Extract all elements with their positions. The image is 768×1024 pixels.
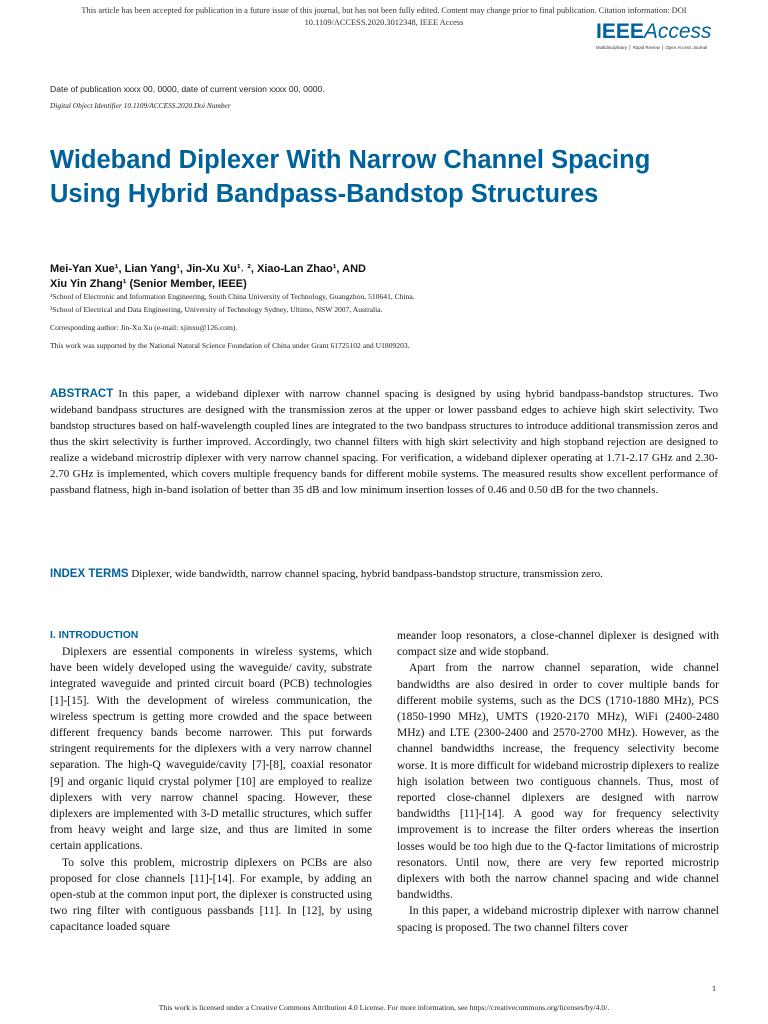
acceptance-notice-line-1: This article has been accepted for publication in a future issue of this journal, but has not been fully edited. Content may change prior to final publication. Citation information: DOI xyxy=(81,6,687,15)
logo-word-ieee: IEEE xyxy=(596,20,644,43)
author-list xyxy=(50,262,690,292)
paper-title: Wideband Diplexer With Narrow Channel Spacing Using Hybrid Bandpass-Bandstop Structures xyxy=(50,146,651,208)
doi-line: Digital Object Identifier 10.1109/ACCESS.2020.Doi Number xyxy=(50,101,231,110)
author-line-2: Xiu Yin Zhang¹ (Senior Member, IEEE) xyxy=(50,278,247,290)
left-column xyxy=(50,628,372,936)
affiliation-2: ²School of Electrical and Data Engineering, University of Technology Sydney, Ultimo, NSW 2007, Australia. xyxy=(50,305,383,314)
abstract xyxy=(50,386,718,498)
abstract-text: In this paper, a wideband diplexer with narrow channel spacing is designed by using hybrid bandpass-bandstop structures. Two wideband bandpass structures are designed with the transmission zeros at the upper or lower passband edges to achieve high skirt selectivity. Two bandstop structures based on half-wavelength coupled lines are integrated to the two bandpass structures to introduce additional transmission zeros and thus the skirt selectivity is further improved. Accordingly, two channel filters with high skirt selectivity and high stopband rejection are designed to realize a wideband microstrip diplexer with very narrow channel spacing. For verification, a wideband diplexer operating at 1.71-2.17 GHz and 2.30-2.70 GHz is implemented, which covers multiple frequency bands for different mobile systems. The measured results show excellent performance of passband flatness, high in-band isolation of better than 35 dB and low minimum insertion losses of 0.46 and 0.50 dB for the two channels. xyxy=(50,388,718,496)
abstract-label: ABSTRACT xyxy=(50,388,114,400)
index-terms xyxy=(50,566,718,582)
funding-note: This work was supported by the National Natural Science Foundation of China under Grant 61725102 and U1809203. xyxy=(50,341,410,350)
affiliation-1: ¹School of Electronic and Information Engineering, South China University of Technology, Guangzhou, 510641, China. xyxy=(50,292,415,301)
license-notice: This work is licensed under a Creative Commons Attribution 4.0 License. For more information, see https://creativecommons.org/licenses/by/4.0/. xyxy=(158,1003,610,1012)
publication-date: Date of publication xxxx 00, 0000, date of current version xxxx 00, 0000. xyxy=(50,84,325,94)
page-number: 1 xyxy=(712,984,716,993)
intro-paragraph-2: To solve this problem, microstrip diplexers on PCBs are also proposed for close channels [11]-[14]. For example, by adding an open-stub at the common input port, the diplexer is constructed using two ring filter with contiguous passbands [11]. In [12], by using capacitance loaded square xyxy=(50,856,372,934)
intro-paragraph-5: In this paper, a wideband microstrip diplexer with narrow channel spacing is proposed. The two channel filters cover xyxy=(397,905,719,934)
intro-paragraph-3: meander loop resonators, a close-channel diplexer is designed with compact size and wide stopband. xyxy=(397,630,719,659)
intro-paragraph-4: Apart from the narrow channel separation, wide channel bandwidths are also desired in order to cover multiple bands for different mobile systems, such as the DCS (1710-1880 MHz), PCS (1850-1990 MHz), UMTS (1920-2170 MHz), WiFi (2400-2480 MHz) and LTE (2300-2400 and 2570-2700 MHz). However, as the channel bandwidths increase, the frequency selectivity become worse. It is more difficult for wideband microstrip diplexers to realize high isolation between two contiguous channels. Thus, most of reported close-channel diplexers are designed with narrow bandwidths [11]-[14]. A good way for frequency selectivity improvement is to increase the filter orders whereas the insertion losses would be too high due to the Q-factor limitations of microstrip resonators. Until now, there are very few reported microstrip diplexers with both the narrow channel spacing and wide channel bandwidths. xyxy=(397,662,719,902)
index-terms-text: Diplexer, wide bandwidth, narrow channel spacing, hybrid bandpass-bandstop structure, transmission zero. xyxy=(128,568,603,580)
acceptance-notice-line-2: 10.1109/ACCESS.2020.3012348, IEEE Access xyxy=(304,18,464,27)
logo-word-access: Access xyxy=(643,20,712,43)
index-terms-label: INDEX TERMS xyxy=(50,568,129,580)
ieee-access-logo xyxy=(596,20,726,60)
corresponding-author: Corresponding author: Jin-Xu Xu (e-mail: xjinxu@126.com). xyxy=(50,323,238,332)
logo-tagline: Multidisciplinary ⎪ Rapid Review ⎪ Open Access Journal xyxy=(596,45,708,50)
section-heading-introduction: I. INTRODUCTION xyxy=(50,630,139,641)
intro-paragraph-1: Diplexers are essential components in wireless systems, which have been widely developed using the waveguide/ cavity, substrate integrated waveguide and printed circuit board (PCB) technologies [1]-[15]. With the development of wireless communication, the wireless spectrum is getting more crowded and the space between different frequency bands become narrower. This put forwards stringent requirements for the diplexers with a very narrow channel separation. The high-Q waveguide/cavity [7]-[8], coaxial resonator [9] and organic liquid crystal polymer [10] are employed to realize diplexers with very narrow channel spacing. However, these diplexers are implemented with 3-D metallic structures, which suffer from heavy weight and large size, and thus are limited in some certain applications. xyxy=(50,646,372,853)
right-column xyxy=(397,628,719,936)
author-line-1: Mei-Yan Xue¹, Lian Yang¹, Jin-Xu Xu¹˒ ², Xiao-Lan Zhao¹, AND xyxy=(50,263,366,275)
